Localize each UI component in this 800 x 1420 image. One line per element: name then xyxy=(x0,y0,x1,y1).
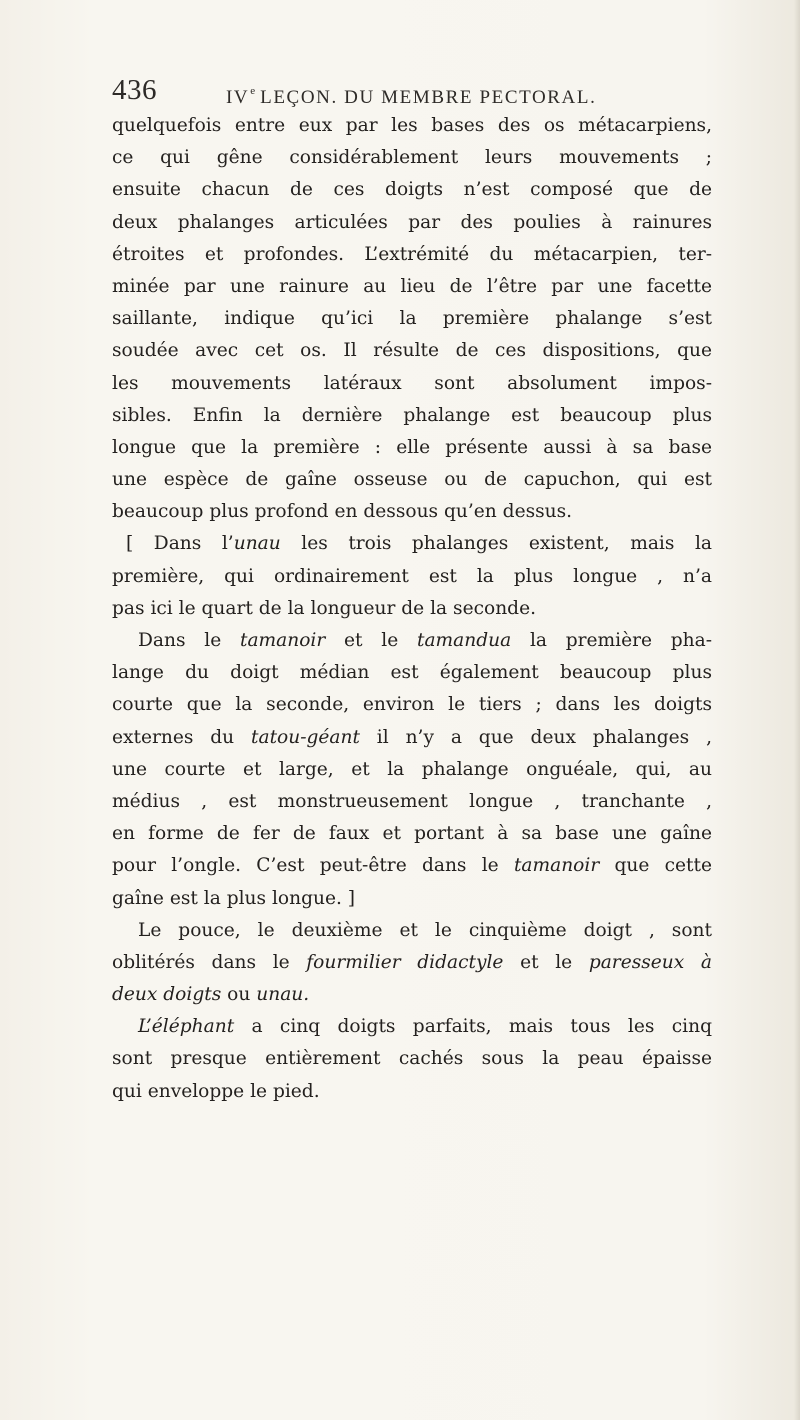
chapter-title: LEÇON. DU MEMBRE PECTORAL. xyxy=(260,87,597,108)
text-line: ce qui gêne considérablement leurs mouvements ; xyxy=(112,147,712,169)
text-line: une courte et large, et la phalange onguéale, qui, au xyxy=(112,758,712,780)
page-number: 436 xyxy=(112,74,157,106)
text-line: une espèce de gaîne osseuse ou de capuchon, qui est xyxy=(112,469,712,491)
species-name: L’éléphant xyxy=(138,1016,235,1038)
text-line: qui enveloppe le pied. xyxy=(112,1080,320,1102)
text-line: minée par une rainure au lieu de l’être par une facette xyxy=(112,275,712,297)
text-line: courte que la seconde, environ le tiers ; dans les doigts xyxy=(112,694,712,716)
text-run: et le xyxy=(325,630,417,651)
species-name: tatou-géant xyxy=(251,726,360,748)
text-line: quelquefois entre eux par les bases des os métacarpiens, xyxy=(112,115,712,136)
text-line: gaîne est la plus longue. ] xyxy=(112,887,356,909)
text-line: ensuite chacun de ces doigts n’est composé que de xyxy=(112,179,712,201)
text-run: [ Dans l’ xyxy=(126,533,234,555)
text-run: ou xyxy=(221,984,257,1006)
text-line: première, qui ordinairement est la plus longue , n’a xyxy=(112,565,712,587)
text-run: la première pha- xyxy=(511,630,712,651)
text-line: beaucoup plus profond en dessous qu’en dessus. xyxy=(112,501,573,523)
species-name: unau xyxy=(233,533,281,555)
text-line: deux phalanges articulées par des poulies à rainures xyxy=(112,211,712,233)
lesson-roman: IV xyxy=(226,87,250,108)
text-line: les mouvements latéraux sont absolument impos- xyxy=(112,372,712,394)
running-head-title xyxy=(226,78,596,111)
text-line xyxy=(112,722,712,754)
text-line: lange du doigt médian est également beaucoup plus xyxy=(112,662,712,684)
species-name: tamanoir xyxy=(513,855,600,877)
species-name: fourmilier didactyle xyxy=(306,951,504,973)
species-name: tamandua xyxy=(416,630,512,651)
text-line: sibles. Enfin la dernière phalange est beaucoup plus xyxy=(112,404,712,426)
running-head xyxy=(112,72,702,112)
text-run: a cinq doigts parfaits, mais tous les cinq xyxy=(234,1016,712,1038)
species-name: tamanoir xyxy=(239,630,326,651)
text-line xyxy=(112,528,712,560)
text-line xyxy=(112,979,712,1011)
body-text xyxy=(112,110,712,1108)
text-run: les trois phalanges existent, mais la xyxy=(280,533,712,555)
species-name: unau. xyxy=(256,984,310,1006)
text-line xyxy=(112,850,712,882)
text-line: longue que la première : elle présente aussi à sa base xyxy=(112,436,712,458)
text-run: Dans le xyxy=(138,630,240,651)
text-run: pour l’ongle. C’est peut-être dans le xyxy=(112,855,514,877)
text-line: saillante, indique qu’ici la première phalange s’est xyxy=(112,308,712,330)
text-run: oblitérés dans le xyxy=(112,951,307,973)
lesson-superscript: e xyxy=(250,85,256,97)
text-line: étroites et profondes. L’extrémité du métacarpien, ter- xyxy=(112,243,712,265)
text-line: Le pouce, le deuxième et le cinquième doigt , sont xyxy=(138,919,712,941)
text-line: sont presque entièrement cachés sous la peau épaisse xyxy=(112,1048,712,1070)
text-line xyxy=(112,1011,712,1043)
text-line: médius , est monstrueusement longue , tranchante , xyxy=(112,790,712,812)
page-edge-shadow xyxy=(794,0,800,1420)
text-run: externes du xyxy=(112,726,252,748)
text-line xyxy=(112,947,712,979)
text-run: et le xyxy=(503,951,589,973)
species-name: paresseux à xyxy=(588,951,712,973)
text-line xyxy=(112,625,712,657)
species-name: deux doigts xyxy=(112,984,222,1006)
text-line: pas ici le quart de la longueur de la seconde. xyxy=(112,597,536,619)
text-line: soudée avec cet os. Il résulte de ces dispositions, que xyxy=(112,340,712,362)
text-run: il n’y a que deux phalanges , xyxy=(359,726,713,748)
text-run: que cette xyxy=(599,855,712,877)
text-line: en forme de fer de faux et portant à sa base une gaîne xyxy=(112,823,712,845)
